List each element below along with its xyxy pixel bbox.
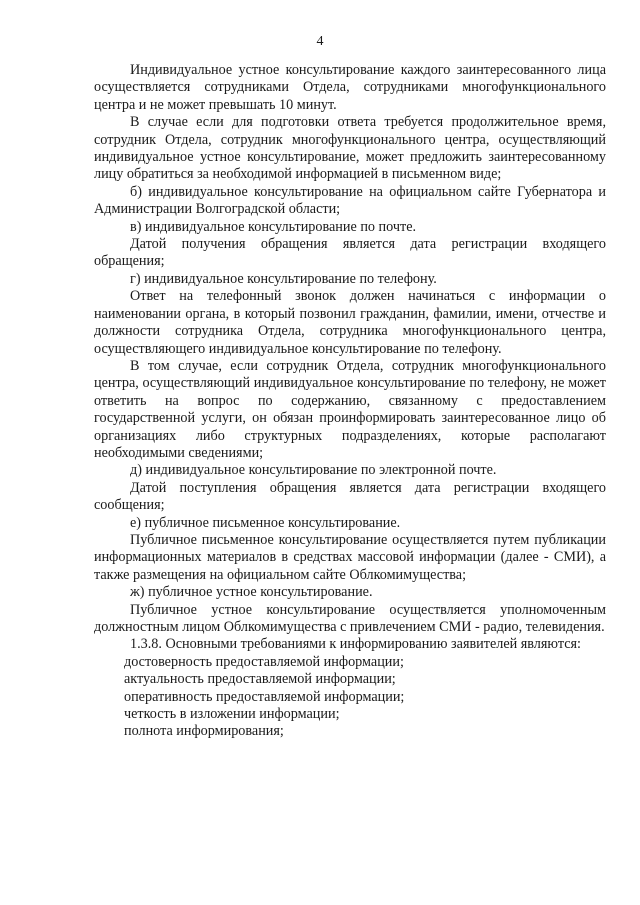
paragraph: д) индивидуальное консультирование по электронной почте. bbox=[130, 462, 497, 479]
requirement-item: полнота информирования; bbox=[124, 723, 284, 740]
paragraph: е) публичное письменное консультирование. bbox=[130, 514, 401, 531]
paragraph: Публичное устное консультирование осуществляется уполномоченным должностным лицом Облкомимущества с привлечением СМИ - радио, телевидения. bbox=[94, 601, 606, 635]
requirement-item: оперативность предоставляемой информации; bbox=[124, 688, 405, 705]
paragraph: г) индивидуальное консультирование по телефону. bbox=[130, 270, 437, 287]
paragraph: Публичное письменное консультирование осуществляется путем публикации информационных материалов в средствах массовой информации (далее - СМИ), а также размещения на официальном сайте Облкомимущества; bbox=[94, 531, 606, 583]
paragraph: В том случае, если сотрудник Отдела, сотрудник многофункционального центра, осуществляющий индивидуальное консультирование по телефону, не может ответить на вопрос по содержанию, связанному с предоставлением государственной услуги, он обязан проинформировать заинтересованное лицо об организациях либо структурных подразделениях, которые располагают необходимыми сведениями; bbox=[94, 357, 606, 461]
paragraph: Датой получения обращения является дата регистрации входящего обращения; bbox=[94, 236, 606, 270]
paragraph: в) индивидуальное консультирование по почте. bbox=[130, 218, 417, 235]
document-body bbox=[94, 62, 606, 741]
paragraph: Индивидуальное устное консультирование каждого заинтересованного лица осуществляется сотрудниками Отдела, сотрудниками многофункционального центра и не может превышать 10 минут. bbox=[94, 62, 606, 113]
paragraph: В случае если для подготовки ответа требуется продолжительное время, сотрудник Отдела, сотрудник многофункционального центра, осуществляющий индивидуальное устное консультирование, может предложить заинтересованному лицу обратиться за необходимой информацией в письменном виде; bbox=[94, 114, 606, 183]
paragraph: Ответ на телефонный звонок должен начинаться с информации о наименовании органа, в который позвонил гражданин, фамилии, имени, отчестве и должности сотрудника Отдела, сотрудника многофункционального центра, осуществляющего индивидуальное консультирование по телефону. bbox=[94, 288, 606, 357]
paragraph: ж) публичное устное консультирование. bbox=[130, 584, 373, 601]
page-number: 4 bbox=[316, 34, 324, 49]
requirement-item: достоверность предоставляемой информации; bbox=[124, 653, 404, 670]
paragraph: б) индивидуальное консультирование на официальном сайте Губернатора и Администрации Волгоградской области; bbox=[94, 183, 606, 218]
paragraph: 1.3.8. Основными требованиями к информированию заявителей являются: bbox=[130, 636, 581, 653]
requirement-item: четкость в изложении информации; bbox=[124, 706, 340, 723]
paragraph: Датой поступления обращения является дата регистрации входящего сообщения; bbox=[94, 479, 606, 514]
requirement-item: актуальность предоставляемой информации; bbox=[124, 671, 396, 688]
